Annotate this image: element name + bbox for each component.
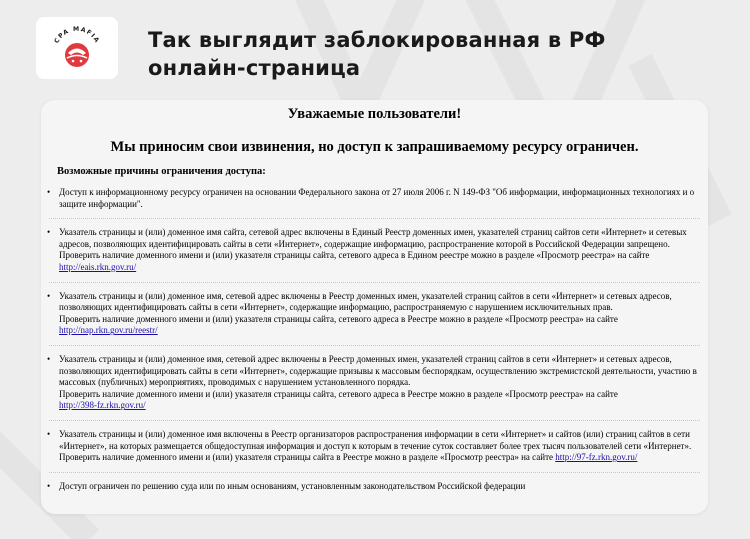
page-headline (148, 26, 708, 82)
headline-line-2: онлайн-страница (148, 56, 361, 80)
bullet-icon: • (47, 187, 51, 197)
reason-check (59, 250, 700, 273)
reason-check-text: Проверить наличие доменного имени и (или) указателя страницы сайта в Реестре можно в разделе «Просмотр реестра» на сайте (59, 452, 556, 463)
headline-line-1: Так выглядит заблокированная в РФ (148, 28, 606, 52)
reason-item (41, 481, 700, 493)
reason-item (41, 227, 700, 273)
reason-check-text: Проверить наличие доменного имени и (или) указателя страницы сайта, сетевого адреса в Реестре можно в разделе «Просмотр реестра» на сайте (59, 313, 618, 324)
reason-item (41, 354, 700, 412)
reason-text: Указатель страницы и (или) доменное имя, сетевой адрес включены в Реестр доменных имен, указателей страниц сайтов в сети «Интернет» и сетевых адресов, позволяющих идентифицировать сайты в сети «Интернет», содержащие призывы к массовым беспорядкам, осуществлению экстремистской деятельности, участию в массовых (публичных) мероприятиях, проводимых с нарушением установленного порядка. (59, 353, 697, 388)
bullet-icon: • (47, 428, 51, 439)
divider (49, 218, 700, 219)
reason-item (41, 187, 700, 210)
divider (49, 472, 700, 473)
reason-check (59, 314, 700, 337)
svg-text:CPA MAFIA (53, 26, 101, 45)
reason-check-text: Проверить наличие доменного имени и (или) указателя страницы сайта, сетевого адреса в Едином реестре можно в разделе «Просмотр реестра» на сайте (59, 250, 650, 261)
bullet-icon: • (47, 480, 51, 491)
mafia-hat-logo-icon (47, 22, 107, 74)
blocked-page-screenshot (41, 100, 708, 514)
logo (36, 17, 118, 79)
reason-check-text: Проверить наличие доменного имени и (или) указателя страницы сайта, сетевого адреса в Реестре можно в разделе «Просмотр реестра» на сайте (59, 388, 618, 399)
reason-check (59, 452, 700, 464)
reason-text: Указатель страницы и (или) доменное имя включены в Реестр организаторов распространения информации в сети «Интернет» и сайтов (или) страниц сайтов в сети «Интернет», на которых размещается общедоступная информация и доступ к которым в течение суток составляет более трех тысяч пользователей сети «Интернет». (59, 428, 692, 451)
divider (49, 282, 700, 283)
nap-registry-link[interactable]: http://nap.rkn.gov.ru/reestr/ (59, 325, 158, 336)
reason-item (41, 291, 700, 337)
logo-text: CPA MAFIA (53, 25, 101, 45)
divider (49, 420, 700, 421)
reason-text: Указатель страницы и (или) доменное имя сайта, сетевой адрес включены в Единый Реестр доменных имен, указателей страниц сайтов сети «Интернет» и сетевых адресов, позволяющих идентифицировать сайты в сети «Интернет», содержащие информацию, распространение которой в Российской Федерации запрещено. (59, 227, 687, 249)
reasons-title: Возможные причины ограничения доступа: (57, 166, 266, 177)
reason-text: Доступ ограничен по решению суда или по иным основаниям, установленным законодательством Российской федерации (59, 480, 526, 491)
reasons-list (41, 187, 708, 492)
reason-text: Доступ к информационному ресурсу ограничен на основании Федерального закона от 27 июля 2006 г. N 149-ФЗ "Об информации, информационных технологиях и о защите информации". (59, 187, 695, 209)
divider (49, 345, 700, 346)
bullet-icon: • (47, 353, 51, 364)
eais-registry-link[interactable]: http://eais.rkn.gov.ru/ (59, 261, 137, 272)
bullet-icon: • (47, 227, 51, 238)
bullet-icon: • (47, 290, 51, 301)
reason-check (59, 389, 700, 412)
reason-text: Указатель страницы и (или) доменное имя, сетевой адрес включены в Реестр доменных имен, указателей страниц сайтов в сети «Интернет» и сетевых адресов, позволяющих идентифицировать сайты в сети «Интернет», содержащие информацию, распространяемую с нарушением исключительных прав. (59, 290, 672, 313)
reason-item (41, 429, 700, 464)
notice-apology: Мы приносим свои извинения, но доступ к запрашиваемому ресурсу ограничен. (110, 139, 639, 155)
97fz-registry-link[interactable]: http://97-fz.rkn.gov.ru/ (555, 452, 638, 463)
398fz-registry-link[interactable]: http://398-fz.rkn.gov.ru/ (59, 400, 146, 411)
notice-greeting: Уважаемые пользователи! (287, 106, 462, 122)
